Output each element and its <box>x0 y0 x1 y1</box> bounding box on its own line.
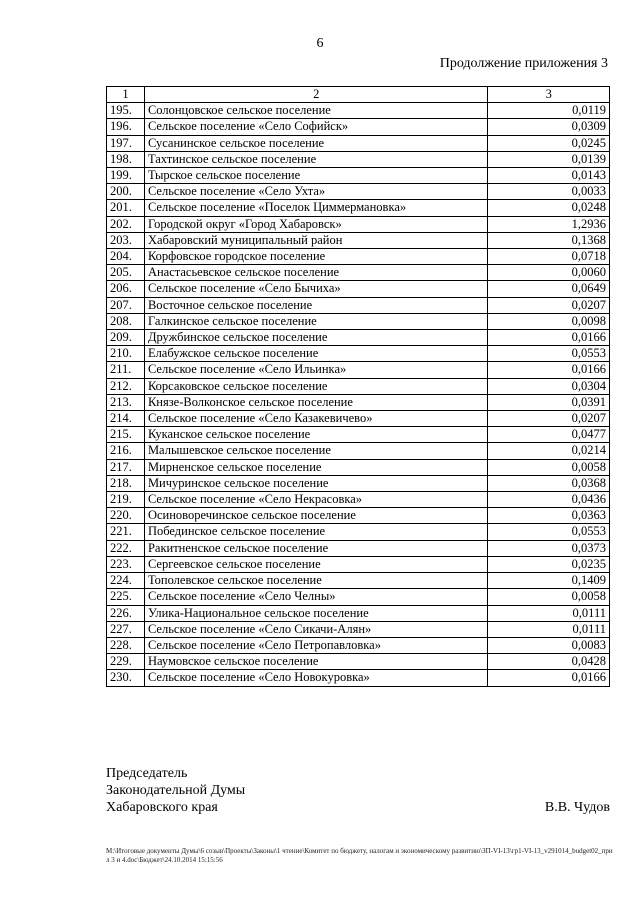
settlement-name-cell: Сельское поселение «Поселок Циммермановка» <box>144 200 488 216</box>
settlement-name-cell: Городской округ «Город Хабаровск» <box>144 216 488 232</box>
table-row <box>107 232 610 248</box>
row-number-cell: 196. <box>107 119 145 135</box>
table-row <box>107 589 610 605</box>
table-row <box>107 103 610 119</box>
row-number-cell: 215. <box>107 427 145 443</box>
settlement-name-cell: Сельское поселение «Село Бычиха» <box>144 281 488 297</box>
table-row <box>107 216 610 232</box>
settlement-name-cell: Тахтинское сельское поселение <box>144 151 488 167</box>
row-number-cell: 202. <box>107 216 145 232</box>
appendix-continuation-note: Продолжение приложения 3 <box>439 56 608 71</box>
table-row <box>107 200 610 216</box>
settlement-name-cell: Галкинское сельское поселение <box>144 313 488 329</box>
column-header: 3 <box>488 87 610 103</box>
row-number-cell: 208. <box>107 313 145 329</box>
coefficient-value-cell: 1,2936 <box>488 216 610 232</box>
row-number-cell: 203. <box>107 232 145 248</box>
row-number-cell: 200. <box>107 184 145 200</box>
row-number-cell: 206. <box>107 281 145 297</box>
table-row <box>107 654 610 670</box>
settlement-name-cell: Сельское поселение «Село Новокуровка» <box>144 670 488 686</box>
coefficient-value-cell: 0,0309 <box>488 119 610 135</box>
document-file-path: M:\Итоговые документы Думы\6 созыв\Проекты\Законы\1 чтение\Комитет по бюджету, налогам и экономическому развитию\ЗП-VI-13\гр1-VI-13_v291014_budget02_прил 3 и 4.doc\Бюджет\24.10.2014 15:15:56 <box>106 847 613 864</box>
coefficient-value-cell: 0,0373 <box>488 540 610 556</box>
table-row <box>107 605 610 621</box>
row-number-cell: 229. <box>107 654 145 670</box>
table-row <box>107 492 610 508</box>
settlement-name-cell: Сельское поселение «Село Петропавловка» <box>144 637 488 653</box>
coefficient-value-cell: 0,0083 <box>488 637 610 653</box>
coefficient-value-cell: 0,0058 <box>488 459 610 475</box>
settlement-name-cell: Сергеевское сельское поселение <box>144 556 488 572</box>
row-number-cell: 227. <box>107 621 145 637</box>
coefficient-value-cell: 0,0436 <box>488 492 610 508</box>
signature-block <box>106 765 610 816</box>
coefficient-value-cell: 0,0248 <box>488 200 610 216</box>
table-row <box>107 670 610 686</box>
coefficient-value-cell: 0,0391 <box>488 394 610 410</box>
coefficient-value-cell: 0,1368 <box>488 232 610 248</box>
table-row <box>107 151 610 167</box>
coefficient-value-cell: 0,0245 <box>488 135 610 151</box>
table-row <box>107 508 610 524</box>
table-row <box>107 637 610 653</box>
row-number-cell: 207. <box>107 297 145 313</box>
settlement-name-cell: Сусанинское сельское поселение <box>144 135 488 151</box>
table-row <box>107 411 610 427</box>
row-number-cell: 214. <box>107 411 145 427</box>
row-number-cell: 195. <box>107 103 145 119</box>
coefficient-value-cell: 0,0143 <box>488 168 610 184</box>
coefficient-value-cell: 0,0058 <box>488 589 610 605</box>
table-row <box>107 362 610 378</box>
settlement-name-cell: Дружбинское сельское поселение <box>144 330 488 346</box>
signature-title-line: Председатель <box>106 766 188 781</box>
settlement-name-cell: Мирненское сельское поселение <box>144 459 488 475</box>
table-row <box>107 346 610 362</box>
coefficient-value-cell: 0,0033 <box>488 184 610 200</box>
coefficient-value-cell: 0,0166 <box>488 330 610 346</box>
row-number-cell: 220. <box>107 508 145 524</box>
table-row <box>107 556 610 572</box>
coefficient-value-cell: 0,0368 <box>488 475 610 491</box>
column-header: 1 <box>107 87 145 103</box>
coefficient-value-cell: 0,0553 <box>488 346 610 362</box>
table-row <box>107 119 610 135</box>
coefficient-value-cell: 0,0477 <box>488 427 610 443</box>
settlement-name-cell: Куканское сельское поселение <box>144 427 488 443</box>
table-row <box>107 265 610 281</box>
settlement-name-cell: Улика-Национальное сельское поселение <box>144 605 488 621</box>
coefficient-value-cell: 0,0060 <box>488 265 610 281</box>
table-row <box>107 540 610 556</box>
settlement-name-cell: Осиноворечинское сельское поселение <box>144 508 488 524</box>
settlement-name-cell: Корфовское городское поселение <box>144 249 488 265</box>
settlement-name-cell: Побединское сельское поселение <box>144 524 488 540</box>
settlement-name-cell: Корсаковское сельское поселение <box>144 378 488 394</box>
coefficient-value-cell: 0,0139 <box>488 151 610 167</box>
coefficient-value-cell: 0,0119 <box>488 103 610 119</box>
coefficient-value-cell: 0,0649 <box>488 281 610 297</box>
row-number-cell: 223. <box>107 556 145 572</box>
table-row <box>107 281 610 297</box>
signatory-name: В.В. Чудов <box>544 800 610 815</box>
settlement-name-cell: Сельское поселение «Село Сикачи-Алян» <box>144 621 488 637</box>
row-number-cell: 224. <box>107 573 145 589</box>
row-number-cell: 219. <box>107 492 145 508</box>
settlement-name-cell: Сельское поселение «Село Софийск» <box>144 119 488 135</box>
table-row <box>107 459 610 475</box>
coefficient-value-cell: 0,0304 <box>488 378 610 394</box>
row-number-cell: 209. <box>107 330 145 346</box>
settlement-name-cell: Восточное сельское поселение <box>144 297 488 313</box>
row-number-cell: 228. <box>107 637 145 653</box>
settlement-name-cell: Мичуринское сельское поселение <box>144 475 488 491</box>
table-row <box>107 297 610 313</box>
table-row <box>107 621 610 637</box>
coefficient-value-cell: 0,0111 <box>488 605 610 621</box>
settlement-name-cell: Сельское поселение «Село Ухта» <box>144 184 488 200</box>
row-number-cell: 218. <box>107 475 145 491</box>
allocation-table <box>106 86 610 687</box>
table-row <box>107 443 610 459</box>
settlement-name-cell: Солонцовское сельское поселение <box>144 103 488 119</box>
table-row <box>107 524 610 540</box>
coefficient-value-cell: 0,0207 <box>488 411 610 427</box>
row-number-cell: 226. <box>107 605 145 621</box>
row-number-cell: 212. <box>107 378 145 394</box>
settlement-name-cell: Сельское поселение «Село Челны» <box>144 589 488 605</box>
table-header-row <box>107 87 610 103</box>
settlement-name-cell: Малышевское сельское поселение <box>144 443 488 459</box>
settlement-name-cell: Хабаровский муниципальный район <box>144 232 488 248</box>
coefficient-value-cell: 0,0098 <box>488 313 610 329</box>
coefficient-value-cell: 0,0111 <box>488 621 610 637</box>
settlement-name-cell: Тырское сельское поселение <box>144 168 488 184</box>
row-number-cell: 198. <box>107 151 145 167</box>
settlement-name-cell: Анастасьевское сельское поселение <box>144 265 488 281</box>
page-number: 6 <box>316 36 324 51</box>
settlement-name-cell: Елабужское сельское поселение <box>144 346 488 362</box>
coefficient-value-cell: 0,0214 <box>488 443 610 459</box>
table-row <box>107 330 610 346</box>
settlement-name-cell: Наумовское сельское поселение <box>144 654 488 670</box>
table-row <box>107 135 610 151</box>
row-number-cell: 199. <box>107 168 145 184</box>
settlement-name-cell: Ракитненское сельское поселение <box>144 540 488 556</box>
signature-title-line: Законодательной Думы <box>106 783 246 798</box>
row-number-cell: 210. <box>107 346 145 362</box>
table-row <box>107 313 610 329</box>
coefficient-value-cell: 0,0207 <box>488 297 610 313</box>
settlement-name-cell: Сельское поселение «Село Некрасовка» <box>144 492 488 508</box>
coefficient-value-cell: 0,0718 <box>488 249 610 265</box>
row-number-cell: 217. <box>107 459 145 475</box>
table-row <box>107 573 610 589</box>
row-number-cell: 213. <box>107 394 145 410</box>
row-number-cell: 204. <box>107 249 145 265</box>
column-header: 2 <box>144 87 488 103</box>
row-number-cell: 211. <box>107 362 145 378</box>
row-number-cell: 222. <box>107 540 145 556</box>
coefficient-value-cell: 0,0166 <box>488 670 610 686</box>
row-number-cell: 230. <box>107 670 145 686</box>
table-row <box>107 427 610 443</box>
coefficient-value-cell: 0,0363 <box>488 508 610 524</box>
row-number-cell: 201. <box>107 200 145 216</box>
coefficient-value-cell: 0,0553 <box>488 524 610 540</box>
coefficient-value-cell: 0,0235 <box>488 556 610 572</box>
coefficient-value-cell: 0,0428 <box>488 654 610 670</box>
table-row <box>107 378 610 394</box>
table-row <box>107 168 610 184</box>
settlement-name-cell: Сельское поселение «Село Казакевичево» <box>144 411 488 427</box>
row-number-cell: 197. <box>107 135 145 151</box>
table-row <box>107 249 610 265</box>
signature-title-line: Хабаровского края <box>106 800 218 815</box>
table-row <box>107 394 610 410</box>
settlement-name-cell: Князе-Волконское сельское поселение <box>144 394 488 410</box>
table-row <box>107 475 610 491</box>
coefficient-value-cell: 0,1409 <box>488 573 610 589</box>
settlement-name-cell: Тополевское сельское поселение <box>144 573 488 589</box>
row-number-cell: 205. <box>107 265 145 281</box>
coefficient-value-cell: 0,0166 <box>488 362 610 378</box>
table-row <box>107 184 610 200</box>
row-number-cell: 225. <box>107 589 145 605</box>
row-number-cell: 216. <box>107 443 145 459</box>
settlement-name-cell: Сельское поселение «Село Ильинка» <box>144 362 488 378</box>
row-number-cell: 221. <box>107 524 145 540</box>
